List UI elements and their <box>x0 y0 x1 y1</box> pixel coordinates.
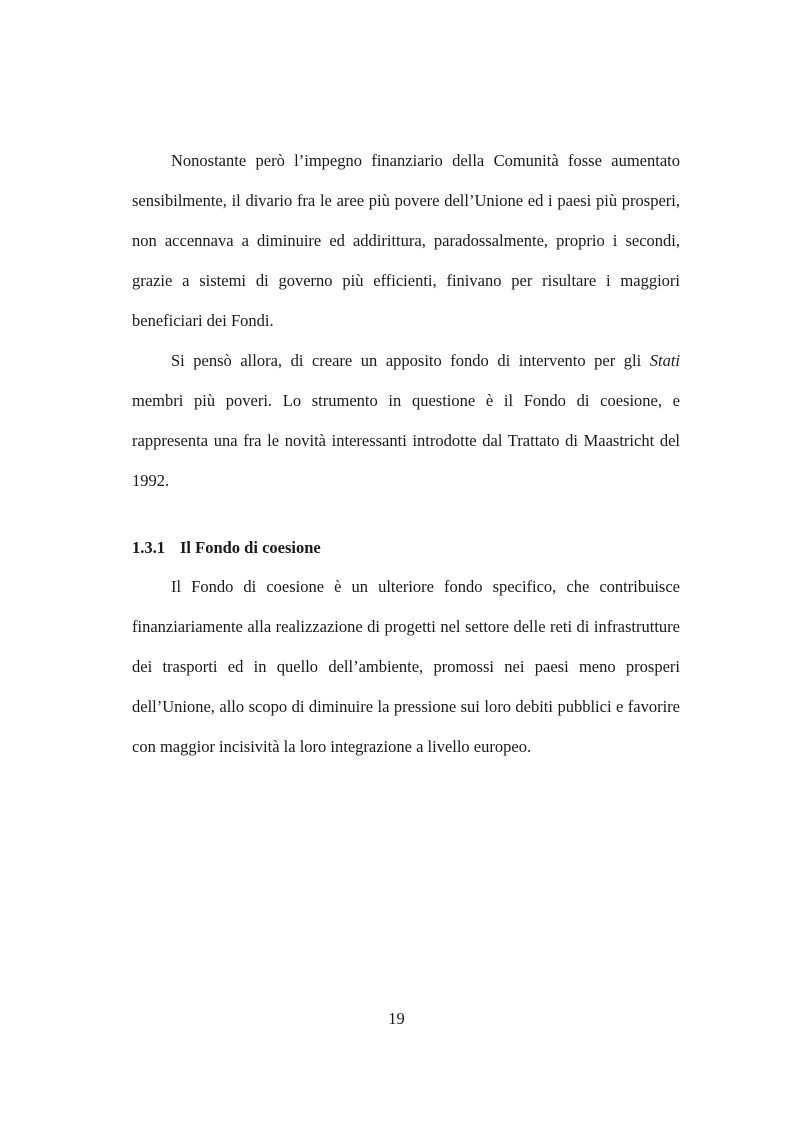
section-heading <box>132 537 321 559</box>
section-title: Il Fondo di coesione <box>180 538 321 557</box>
paragraph-text-part: Si pensò allora, di creare un apposito fondo di intervento per gli <box>171 351 650 370</box>
paragraph-cohesion-fund-origin <box>132 341 680 501</box>
body-text-lower <box>132 567 680 767</box>
italic-term-stati: Stati <box>649 351 680 370</box>
section-number: 1.3.1 <box>132 538 165 557</box>
page-number: 19 <box>388 1009 405 1028</box>
paragraph-funding-gap: Nonostante però l’impegno finanziario della Comunità fosse aumentato sensibilmente, il divario fra le aree più povere dell’Unione ed i paesi più prosperi, non accennava a diminuire ed addirittura, paradossalmente, proprio i secondi, grazie a sistemi di governo più efficienti, finivano per risultare i maggiori beneficiari dei Fondi. <box>132 151 680 330</box>
paragraph-cohesion-fund-description: Il Fondo di coesione è un ulteriore fondo specifico, che contribuisce finanziariamente alla realizzazione di progetti nel settore delle reti di infrastrutture dei trasporti ed in quello dell’ambiente, promossi nei paesi meno prosperi dell’Unione, allo scopo di diminuire la pressione sui loro debiti pubblici e favorire con maggior incisività la loro integrazione a livello europeo. <box>132 577 680 756</box>
body-text-upper <box>132 141 680 501</box>
paragraph-text-part: membri più poveri. Lo strumento in questione è il Fondo di coesione, e rappresenta una fra le novità interessanti introdotte dal Trattato di Maastricht del 1992. <box>132 391 680 490</box>
